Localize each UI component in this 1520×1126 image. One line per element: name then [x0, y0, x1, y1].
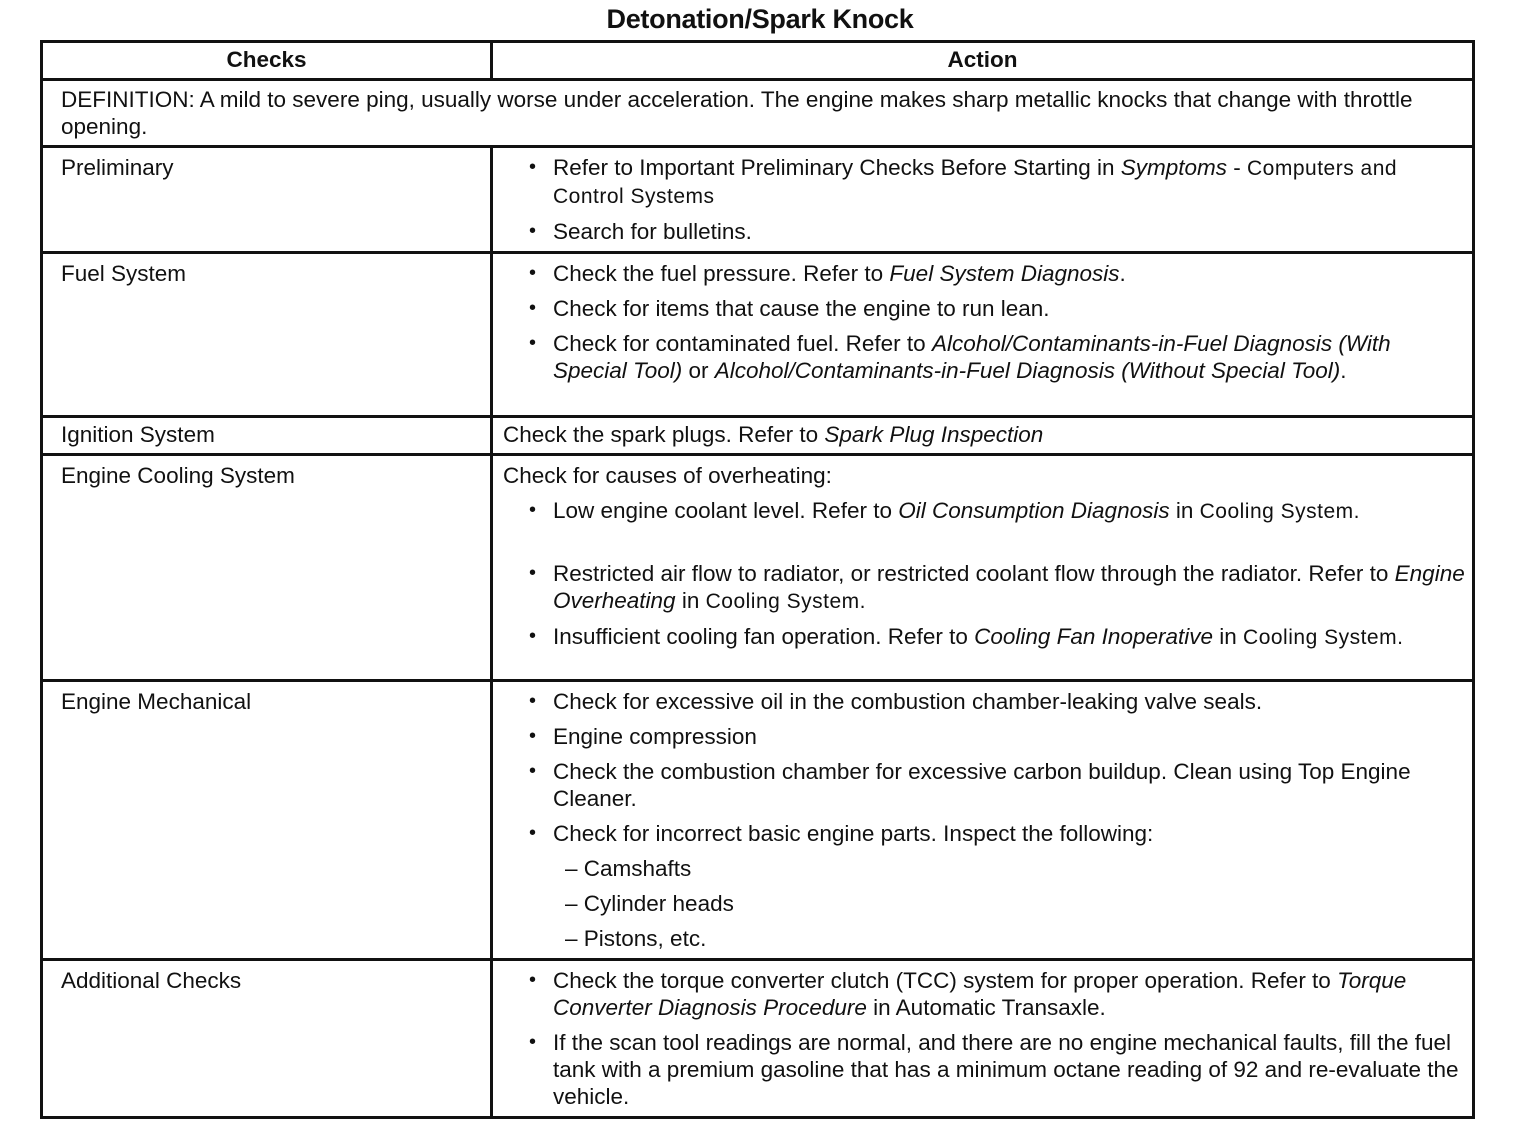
checks-header: Checks: [42, 42, 492, 80]
diagnosis-table: [40, 40, 1475, 1119]
sub-list-item: – Cylinder heads: [565, 891, 734, 916]
list-item: • Check the combustion chamber for excessive carbon buildup. Clean using Top Engine Cleaner.: [553, 758, 1466, 812]
check-engine-cooling-system: Engine Cooling System: [42, 455, 492, 681]
list-item: • Refer to Important Preliminary Checks Before Starting in Symptoms - Computers and Control Systems: [553, 154, 1466, 210]
list-item: • Low engine coolant level. Refer to Oil Consumption Diagnosis in Cooling System.: [553, 497, 1466, 552]
action-engine-cooling-system: [492, 455, 1474, 681]
list-item: • Check for incorrect basic engine parts. Inspect the following: – Camshafts – Cylinder heads – Pistons, etc.: [553, 820, 1466, 952]
action-preliminary: [492, 147, 1474, 253]
action-engine-mechanical: [492, 681, 1474, 960]
check-ignition-system: Ignition System: [42, 417, 492, 455]
sub-list-item: – Pistons, etc.: [565, 926, 707, 951]
cooling-intro: Check for causes of overheating:: [503, 463, 832, 488]
list-item: • If the scan tool readings are normal, and there are no engine mechanical faults, fill the fuel tank with a premium gasoline that has a minimum octane reading of 92 and re-evaluate the vehicle.: [553, 1029, 1466, 1110]
header-row: [42, 42, 1474, 80]
action-ignition-system: Check the spark plugs. Refer to Spark Plug Inspection: [492, 417, 1474, 455]
list-item: • Check for contaminated fuel. Refer to Alcohol/Contaminants-in-Fuel Diagnosis (With Special Tool) or Alcohol/Contaminants-in-Fuel Diagnosis (Without Special Tool).: [553, 330, 1466, 384]
definition-text: DEFINITION: A mild to severe ping, usually worse under acceleration. The engine makes sharp metallic knocks that change with throttle opening.: [42, 80, 1474, 147]
action-header: Action: [492, 42, 1474, 80]
table-row: [42, 147, 1474, 253]
table-row: [42, 960, 1474, 1118]
sub-list-item: – Camshafts: [565, 856, 692, 881]
list-item: • Check for excessive oil in the combustion chamber-leaking valve seals.: [553, 688, 1466, 715]
page-title: Detonation/Spark Knock: [606, 4, 914, 34]
table-row: [42, 417, 1474, 455]
table-row: [42, 455, 1474, 681]
action-additional-checks: [492, 960, 1474, 1118]
check-additional-checks: Additional Checks: [42, 960, 492, 1118]
check-engine-mechanical: Engine Mechanical: [42, 681, 492, 960]
sub-list: [553, 855, 1466, 952]
list-item: • Check the fuel pressure. Refer to Fuel System Diagnosis.: [553, 260, 1466, 287]
check-preliminary: Preliminary: [42, 147, 492, 253]
list-item: • Check for items that cause the engine to run lean.: [553, 295, 1466, 322]
table-row: [42, 681, 1474, 960]
list-item: • Insufficient cooling fan operation. Refer to Cooling Fan Inoperative in Cooling System.: [553, 623, 1466, 651]
table-row: [42, 253, 1474, 417]
definition-row: [42, 80, 1474, 147]
list-item: • Engine compression: [553, 723, 1466, 750]
list-item: • Search for bulletins.: [553, 218, 1466, 245]
action-fuel-system: [492, 253, 1474, 417]
list-item: • Check the torque converter clutch (TCC) system for proper operation. Refer to Torque Converter Diagnosis Procedure in Automatic Transaxle.: [553, 967, 1466, 1021]
list-item: • Restricted air flow to radiator, or restricted coolant flow through the radiator. Refer to Engine Overheating in Cooling System.: [553, 560, 1466, 615]
check-fuel-system: Fuel System: [42, 253, 492, 417]
